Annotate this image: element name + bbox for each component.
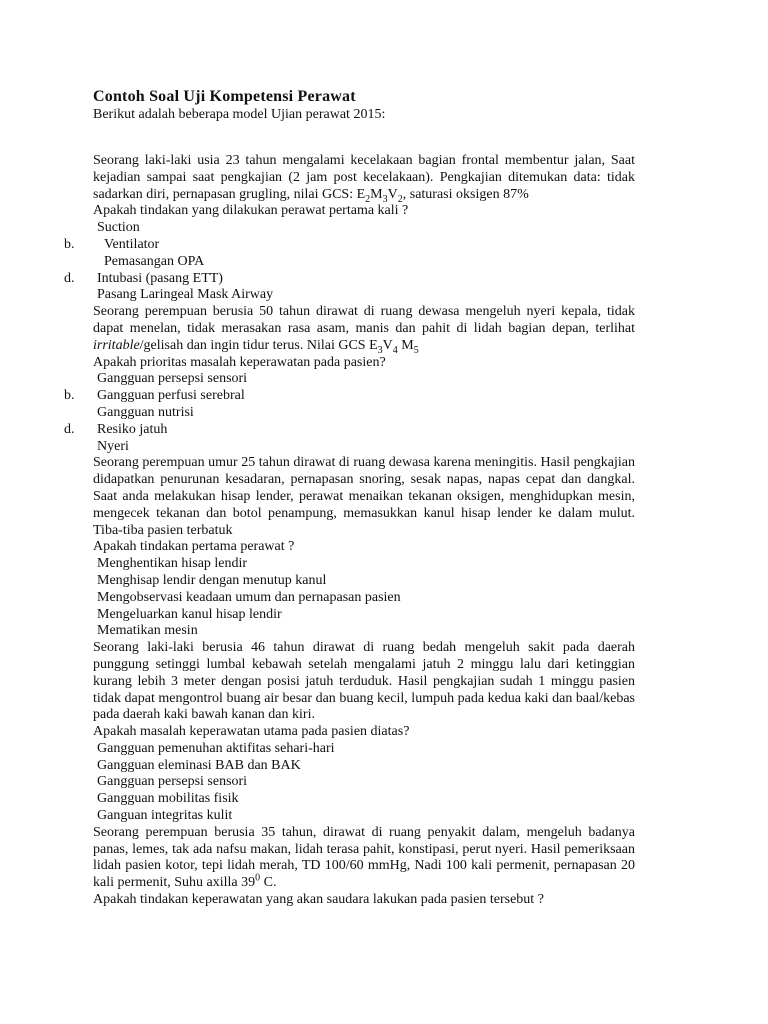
question-3 bbox=[93, 455, 635, 640]
answer-option bbox=[93, 808, 635, 825]
option-text: Menghisap lendir dengan menutup kanul bbox=[97, 572, 327, 588]
option-text: Suction bbox=[97, 220, 140, 236]
answer-option bbox=[93, 573, 635, 590]
option-text: Gangguan mobilitas fisik bbox=[97, 791, 239, 807]
option-text: Gangguan perfusi serebral bbox=[97, 388, 245, 404]
gcs-v-label: V bbox=[382, 337, 393, 353]
gcs-m-value: 5 bbox=[413, 344, 419, 356]
case-italic-term: irritable bbox=[93, 337, 140, 353]
answer-option bbox=[64, 236, 635, 254]
case-text: Seorang laki-laki berusia 46 tahun dirawat di ruang bedah mengeluh sakit pada daerah punggung setinggi lumbal kebawah setelah mengalami jatuh 2 minggu lalu dari ketinggian kurang lebih 3 meter dengan posisi jatuh terduduk. Hasil pengkajian sudah 1 minggu pasien tidak dapat mengontrol buang air besar dan buang kecil, lumpuh pada kedua kaki dan baal/kebas pada daerah kaki bawah kanan dan kiri. bbox=[93, 640, 635, 723]
option-text: Resiko jatuh bbox=[97, 421, 168, 437]
case-text-part: Seorang laki-laki usia 23 tahun mengalami kecelakaan bagian frontal membentur jalan, Saat kejadian sampai saat pengkajian (2 jam post kecelakaan). Pengkajian ditemukan data: tidak sadarkan diri, pernapasan grugling, nilai GCS: E bbox=[93, 153, 635, 202]
answer-option bbox=[93, 220, 635, 237]
answer-option bbox=[93, 590, 635, 607]
question-4 bbox=[93, 640, 635, 825]
option-text: Nyeri bbox=[97, 438, 129, 454]
case-text-part: /gelisah dan ingin tidur terus. Nilai GCS E bbox=[139, 337, 378, 353]
option-marker: d. bbox=[64, 270, 75, 286]
document-title: Contoh Soal Uji Kompetensi Perawat bbox=[93, 88, 356, 105]
degree-superscript: 0 bbox=[255, 872, 261, 884]
case-text bbox=[93, 153, 635, 203]
gcs-v-value: 2 bbox=[397, 193, 403, 205]
question-text: Apakah tindakan pertama perawat ? bbox=[93, 539, 295, 555]
answer-option bbox=[64, 270, 635, 288]
option-text: Mematikan mesin bbox=[97, 623, 198, 639]
case-text-part: C. bbox=[260, 875, 277, 891]
case-text-part: Seorang perempuan berusia 50 tahun dirawat di ruang dewasa mengeluh nyeri kepala, tidak dapat menelan, tidak merasakan rasa asam, manis dan pahit di lidah bagian depan, terlihat bbox=[93, 304, 635, 336]
option-text: Gangguan nutrisi bbox=[97, 404, 194, 420]
answer-option bbox=[93, 287, 635, 304]
case-text-part: Seorang perempuan berusia 35 tahun, dirawat di ruang penyakit dalam, mengeluh badanya panas, lemes, tak ada nafsu makan, lidah terasa pahit, konstipasi, perut nyeri. Hasil pemeriksaan lidah pasien kotor, tepi lidah merah, TD 100/60 mmHg, Nadi 100 kali permenit, pernapasan 20 kali permenit, Suhu axilla 39 bbox=[93, 824, 635, 891]
gcs-m-value: 3 bbox=[382, 193, 388, 205]
option-text: Pemasangan OPA bbox=[104, 253, 205, 269]
option-text: Intubasi (pasang ETT) bbox=[97, 270, 223, 286]
question-text: Apakah tindakan yang dilakukan perawat pertama kali ? bbox=[93, 203, 409, 219]
option-text: Ventilator bbox=[104, 236, 160, 252]
gcs-v-label: V bbox=[387, 186, 398, 202]
answer-option bbox=[93, 791, 635, 808]
answer-option bbox=[93, 774, 635, 791]
gcs-e-value: 2 bbox=[365, 193, 371, 205]
question-2 bbox=[64, 304, 635, 455]
answer-option bbox=[64, 388, 635, 405]
question-1 bbox=[64, 153, 635, 304]
document-intro: Berikut adalah beberapa model Ujian perawat 2015: bbox=[93, 107, 386, 122]
option-marker: d. bbox=[64, 421, 75, 437]
question-text: Apakah prioritas masalah keperawatan pada pasien? bbox=[93, 354, 386, 370]
gcs-v-value: 4 bbox=[392, 344, 398, 356]
gcs-m-label: M bbox=[370, 186, 383, 202]
gcs-e-value: 3 bbox=[377, 344, 383, 356]
case-text-part: , saturasi oksigen 87% bbox=[402, 186, 529, 202]
case-text bbox=[93, 825, 635, 892]
answer-option bbox=[93, 556, 635, 573]
question-5 bbox=[93, 825, 635, 909]
answer-option bbox=[64, 421, 635, 439]
option-text: Mengeluarkan kanul hisap lendir bbox=[97, 606, 282, 622]
answer-option bbox=[93, 741, 635, 758]
document-body bbox=[64, 153, 635, 909]
answer-option bbox=[93, 254, 635, 271]
option-text: Ganguan integritas kulit bbox=[97, 808, 233, 824]
answer-option bbox=[93, 607, 635, 624]
answer-option bbox=[93, 439, 635, 456]
answer-option bbox=[93, 758, 635, 775]
option-text: Pasang Laringeal Mask Airway bbox=[97, 287, 274, 303]
question-text: Apakah masalah keperawatan utama pada pasien diatas? bbox=[93, 724, 410, 740]
answer-option bbox=[93, 405, 635, 422]
option-marker: b. bbox=[64, 236, 75, 252]
gcs-m-label: M bbox=[397, 337, 414, 353]
option-marker: b. bbox=[64, 388, 75, 404]
option-text: Gangguan eleminasi BAB dan BAK bbox=[97, 757, 301, 773]
option-text: Gangguan persepsi sensori bbox=[97, 371, 248, 387]
option-text: Gangguan persepsi sensori bbox=[97, 774, 248, 790]
answer-option bbox=[93, 371, 635, 388]
option-text: Gangguan pemenuhan aktifitas sehari-hari bbox=[97, 740, 335, 756]
case-text bbox=[93, 304, 635, 354]
option-text: Menghentikan hisap lendir bbox=[97, 556, 248, 572]
case-text: Seorang perempuan umur 25 tahun dirawat di ruang dewasa karena meningitis. Hasil pengkajian didapatkan penurunan kesadaran, pernapasan snoring, sesak napas, napas cepat dan dangkal. Saat anda melakukan hisap lender, perawat menaikan tekanan oksigen, menghidupkan mesin, mengecek tekanan dan botol penampung, memasukkan kanul hisap lender ke dalam mulut. Tiba-tiba pasien terbatuk bbox=[93, 455, 635, 538]
question-text: Apakah tindakan keperawatan yang akan saudara lakukan pada pasien tersebut ? bbox=[93, 892, 544, 908]
option-text: Mengobservasi keadaan umum dan pernapasan pasien bbox=[97, 589, 401, 605]
answer-option bbox=[93, 623, 635, 640]
